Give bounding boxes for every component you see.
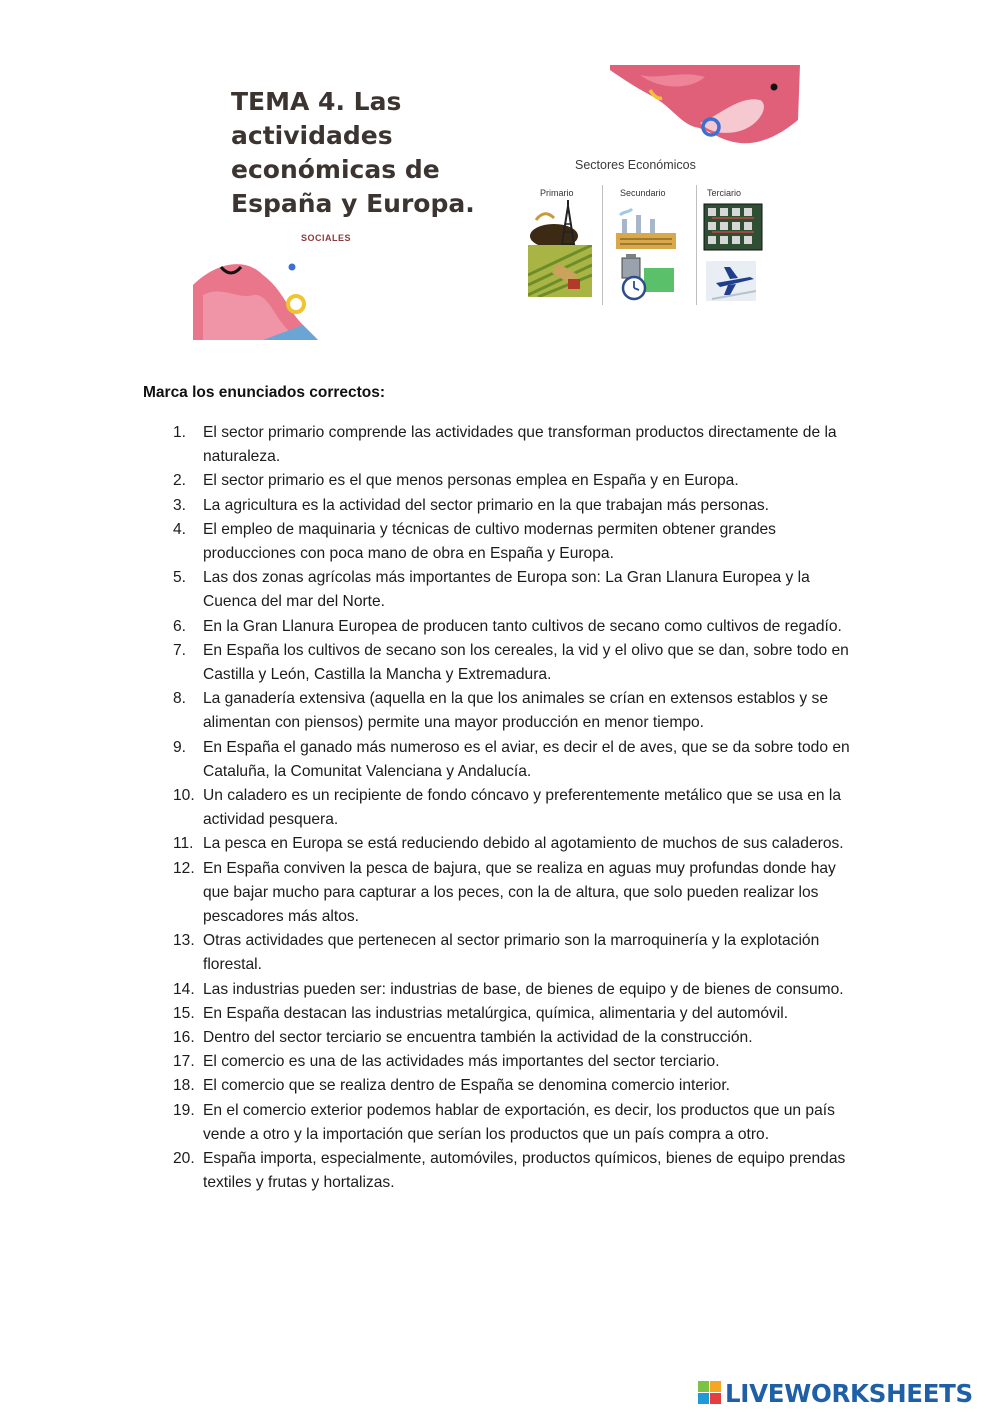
statement-item[interactable] bbox=[173, 687, 863, 735]
statement-item[interactable] bbox=[173, 784, 863, 832]
statement-text: La agricultura es la actividad del sector primario en la que trabajan más personas. bbox=[203, 496, 770, 514]
statement-number: 15. bbox=[173, 1004, 195, 1022]
statement-item[interactable] bbox=[173, 469, 863, 493]
statement-item[interactable] bbox=[173, 615, 863, 639]
economic-sectors-figure bbox=[520, 65, 810, 320]
statement-list bbox=[173, 421, 863, 1196]
statement-item[interactable] bbox=[173, 857, 863, 930]
statement-text: La pesca en Europa se está reduciendo debido al agotamiento de muchos de sus caladeros. bbox=[203, 835, 844, 853]
statement-number: 2. bbox=[173, 472, 187, 490]
statement-number: 16. bbox=[173, 1029, 195, 1047]
statement-item[interactable] bbox=[173, 494, 863, 518]
sectors-figure-title: Sectores Económicos bbox=[575, 158, 696, 172]
statement-text: Dentro del sector terciario se encuentra también la actividad de la construcción. bbox=[203, 1029, 753, 1047]
statement-number: 3. bbox=[173, 496, 187, 514]
sector-tertiary-label: Terciario bbox=[707, 188, 742, 198]
statement-item[interactable] bbox=[173, 1026, 863, 1050]
statement-number: 19. bbox=[173, 1101, 195, 1119]
sector-primary-label: Primario bbox=[540, 188, 574, 198]
statement-text: En España conviven la pesca de bajura, que se realiza en aguas muy profundas donde hay que bajar mucho para capturar a los peces, con la de altura, que solo pueden realizar los pescadores más altos. bbox=[203, 859, 836, 926]
statement-number: 11. bbox=[173, 835, 194, 853]
liveworksheets-badge-icon bbox=[698, 1381, 722, 1405]
statement-text: El sector primario es el que menos personas emplea en España y en Europa. bbox=[203, 472, 739, 490]
liveworksheets-logo[interactable] bbox=[698, 1377, 973, 1409]
statement-text: El sector primario comprende las actividades que transforman productos directamente de la naturaleza. bbox=[203, 424, 837, 466]
statement-text: En España el ganado más numeroso es el aviar, es decir el de aves, que se da sobre todo en Cataluña, la Comunitat Valenciana y Andalucía. bbox=[203, 738, 850, 780]
statement-item[interactable] bbox=[173, 736, 863, 784]
statement-number: 5. bbox=[173, 569, 187, 587]
statement-number: 4. bbox=[173, 520, 187, 538]
statement-item[interactable] bbox=[173, 978, 863, 1002]
statement-text: La ganadería extensiva (aquella en la que los animales se crían en extensos establos y se alimentan con piensos) permite una mayor producción en menor tiempo. bbox=[203, 690, 829, 732]
statement-text: El comercio es una de las actividades más importantes del sector terciario. bbox=[203, 1053, 720, 1071]
statement-text: El comercio que se realiza dentro de España se denomina comercio interior. bbox=[203, 1077, 731, 1095]
statement-number: 10. bbox=[173, 787, 195, 805]
statement-text: El empleo de maquinaria y técnicas de cultivo modernas permiten obtener grandes producciones con poca mano de obra en España y Europa. bbox=[203, 520, 776, 563]
sector-divider bbox=[602, 185, 603, 305]
statement-number: 9. bbox=[173, 738, 187, 756]
statement-item[interactable] bbox=[173, 1147, 863, 1195]
statement-number: 20. bbox=[173, 1150, 195, 1168]
map-fragment-decoration bbox=[193, 255, 333, 345]
statement-text: Un caladero es un recipiente de fondo cóncavo y preferentemente metálico que se usa en la actividad pesquera. bbox=[203, 787, 842, 829]
statement-number: 18. bbox=[173, 1077, 195, 1095]
page-title: TEMA 4. Las actividades económicas de España y Europa. bbox=[231, 87, 475, 218]
statement-item[interactable] bbox=[173, 566, 863, 614]
statement-item[interactable] bbox=[173, 929, 863, 977]
statement-number: 17. bbox=[173, 1053, 195, 1071]
liveworksheets-logo-text: LIVEWORKSHEETS bbox=[725, 1378, 973, 1408]
statement-text: En España los cultivos de secano son los cereales, la vid y el olivo que se dan, sobre todo en Castilla y León, Castilla la Mancha y Extremadura. bbox=[203, 641, 849, 684]
statement-item[interactable] bbox=[173, 1099, 863, 1147]
statement-number: 1. bbox=[173, 424, 187, 441]
statement-number: 7. bbox=[173, 641, 187, 659]
farm-field-icon bbox=[528, 245, 592, 297]
statement-number: 14. bbox=[173, 980, 195, 998]
statement-number: 12. bbox=[173, 859, 195, 877]
sector-secondary-label: Secundario bbox=[620, 188, 666, 198]
statement-item[interactable] bbox=[173, 1074, 863, 1098]
statement-item[interactable] bbox=[173, 832, 863, 856]
industrial-plant-icon bbox=[614, 250, 678, 302]
subject-label: SOCIALES bbox=[301, 233, 352, 243]
statement-text: Las industrias pueden ser: industrias de base, de bienes de equipo y de bienes de consumo. bbox=[203, 980, 844, 998]
statement-text: En España destacan las industrias metalúrgica, química, alimentaria y del automóvil. bbox=[203, 1004, 789, 1022]
shop-shelves-icon bbox=[702, 202, 766, 254]
statement-item[interactable] bbox=[173, 421, 863, 469]
statement-text: Otras actividades que pertenecen al sector primario son la marroquinería y la explotación florestal. bbox=[203, 932, 820, 974]
map-fragment-decoration bbox=[610, 65, 800, 145]
airplane-icon bbox=[702, 255, 766, 307]
statement-number: 6. bbox=[173, 617, 187, 635]
statement-item[interactable] bbox=[173, 518, 863, 566]
exercise-instruction: Marca los enunciados correctos: bbox=[143, 384, 386, 401]
statement-item[interactable] bbox=[173, 1002, 863, 1026]
statement-number: 8. bbox=[173, 690, 187, 708]
title-card bbox=[193, 65, 513, 345]
statement-text: Las dos zonas agrícolas más importantes de Europa son: La Gran Llanura Europea y la Cuenca del mar del Norte. bbox=[203, 569, 810, 611]
statement-text: En la Gran Llanura Europea de producen tanto cultivos de secano como cultivos de regadío. bbox=[203, 617, 842, 635]
sector-divider bbox=[696, 185, 697, 305]
statement-item[interactable] bbox=[173, 1050, 863, 1074]
statement-text: En el comercio exterior podemos hablar de exportación, es decir, los productos que un país vende a otro y la importación que serían los productos que un país compra a otro. bbox=[203, 1101, 835, 1143]
statement-text: España importa, especialmente, automóviles, productos químicos, bienes de equipo prendas textiles y frutas y hortalizas. bbox=[203, 1150, 846, 1192]
statement-number: 13. bbox=[173, 932, 195, 950]
statement-item[interactable] bbox=[173, 639, 863, 687]
